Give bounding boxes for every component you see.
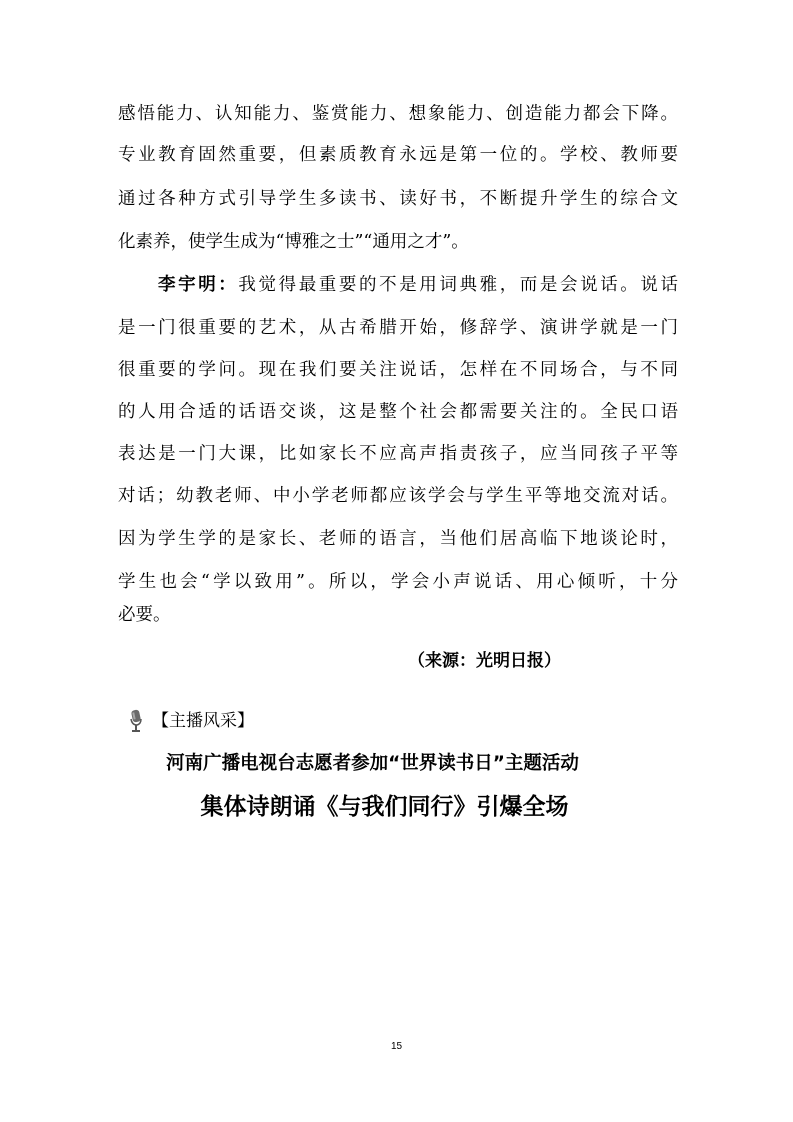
source-attribution: （来源：光明日报） bbox=[408, 651, 561, 671]
speaker-name: 李宇明： bbox=[158, 275, 239, 295]
paragraph-1-line-4: 化素养，使学生成为“博雅之士”“通用之才”。 bbox=[118, 232, 469, 252]
headline-title: 集体诗朗诵《与我们同行》引爆全场 bbox=[200, 794, 569, 820]
paragraph-2-line: 对话；幼教老师、中小学老师都应该学会与学生平等地交流对话。 bbox=[118, 486, 678, 506]
paragraph-2-line: 很重要的学问。现在我们要关注说话，怎样在不同场合，与不同 bbox=[118, 360, 678, 380]
paragraph-2-first-line-text: 我觉得最重要的不是用词典雅，而是会说话。说话 bbox=[238, 275, 679, 295]
paragraph-2-line: 学生也会“学以致用”。所以，学会小声说话、用心倾听，十分 bbox=[118, 572, 678, 592]
page-number: 15 bbox=[390, 1041, 403, 1052]
headline-subtitle: 河南广播电视台志愿者参加“世界读书日”主题活动 bbox=[166, 753, 579, 774]
section-tag: 【主播风采】 bbox=[152, 711, 254, 731]
paragraph-2-first-line bbox=[158, 272, 678, 298]
paragraph-1-line-1: 感悟能力、认知能力、鉴赏能力、想象能力、创造能力都会下降。 bbox=[118, 104, 678, 124]
microphone-icon bbox=[127, 709, 145, 733]
paragraph-2-line: 是一门很重要的艺术，从古希腊开始，修辞学、演讲学就是一门 bbox=[118, 318, 678, 338]
paragraph-2-line: 必要。 bbox=[118, 605, 171, 625]
paragraph-2-line: 表达是一门大课，比如家长不应高声指责孩子，应当同孩子平等 bbox=[118, 444, 678, 464]
paragraph-2-line: 因为学生学的是家长、老师的语言，当他们居高临下地谈论时， bbox=[118, 529, 678, 549]
paragraph-1-line-2: 专业教育固然重要，但素质教育永远是第一位的。学校、教师要 bbox=[118, 145, 678, 165]
paragraph-1-line-3: 通过各种方式引导学生多读书、读好书，不断提升学生的综合文 bbox=[118, 189, 678, 209]
paragraph-2-line: 的人用合适的话语交谈，这是整个社会都需要关注的。全民口语 bbox=[118, 402, 678, 422]
